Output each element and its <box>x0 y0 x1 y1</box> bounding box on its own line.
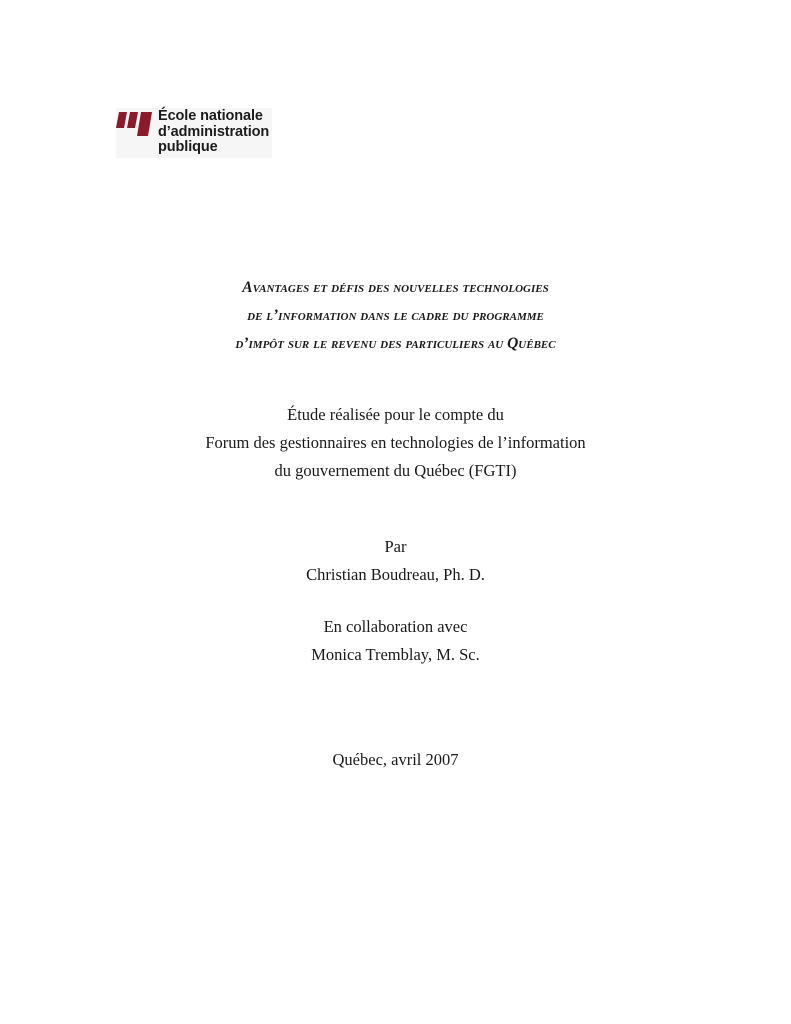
title-line-3: d’impôt sur le revenu des particuliers au Québec <box>235 335 556 352</box>
logo-line-3: publique <box>158 139 218 155</box>
study-line-2: Forum des gestionnaires en technologies de l’information <box>205 433 586 452</box>
author-name: Christian Boudreau, Ph. D. <box>306 565 485 584</box>
document-title <box>0 274 791 358</box>
study-line-1: Étude réalisée pour le compte du <box>287 405 504 424</box>
place-date <box>0 746 791 774</box>
collaborator-name: Monica Tremblay, M. Sc. <box>311 645 480 664</box>
study-commission <box>0 401 791 485</box>
enap-logo-mark-icon <box>116 110 156 138</box>
by-label: Par <box>384 537 407 556</box>
title-line-1: Avantages et défis des nouvelles technologies <box>242 279 549 296</box>
author-block <box>0 533 791 589</box>
logo-line-1: École nationale <box>158 108 263 124</box>
title-line-2: de l’information dans le cadre du programme <box>247 307 544 324</box>
logo-wordmark <box>158 109 269 156</box>
study-line-3: du gouvernement du Québec (FGTI) <box>274 461 517 480</box>
logo-line-2: d’administration <box>158 123 270 140</box>
enap-logo <box>116 108 272 158</box>
collaboration-block <box>0 613 791 669</box>
place-date-text: Québec, avril 2007 <box>332 750 459 769</box>
collaboration-label: En collaboration avec <box>323 617 468 636</box>
